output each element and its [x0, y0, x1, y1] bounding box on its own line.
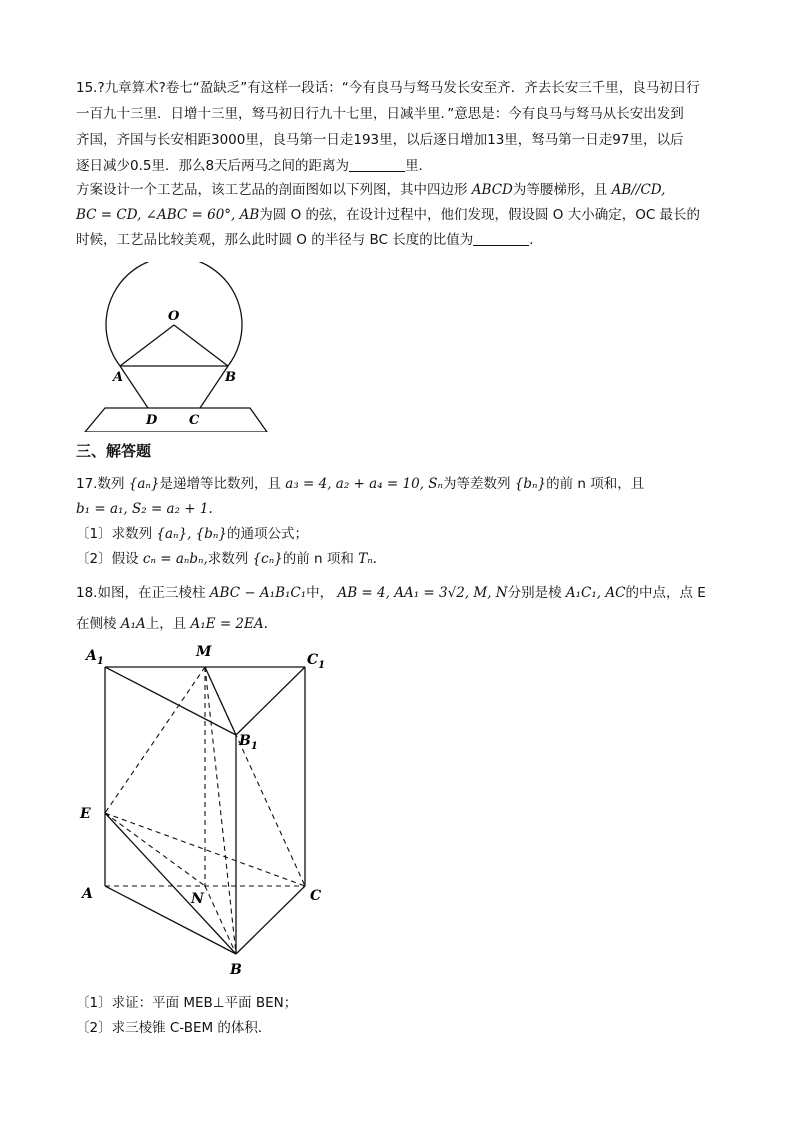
section-heading: 三、解答题: [76, 442, 152, 460]
edge-A1B1: [105, 667, 236, 735]
q18-line-2: 在侧棱 A₁A上，且 A₁E = 2EA.: [76, 616, 268, 632]
label-A1: $A_1$: [86, 648, 104, 667]
segment-ME-hidden: [105, 667, 205, 813]
segment-NB-hidden: [205, 886, 236, 954]
q17-line-2: b₁ = a₁, S₂ = a₂ + 1.: [76, 501, 213, 517]
label-C1: $C_1$: [307, 652, 326, 671]
label-O: O: [168, 309, 180, 324]
label-D: D: [146, 413, 158, 428]
label-B: B: [225, 370, 236, 385]
segment-OB: [174, 325, 228, 366]
label-B1: $B_1$: [239, 733, 258, 752]
q17-line-1: 17.数列 {aₙ}是递增等比数列，且 a₃ = 4, a₂ + a₄ = 10, Sₙ为等差数列 {bₙ}的前 n 项和，且: [76, 476, 645, 492]
segment-OA: [120, 325, 174, 366]
label-M: M: [196, 644, 212, 660]
figure-triangular-prism: [70, 640, 340, 980]
q17-part-2: 〔2〕假设 cₙ = aₙbₙ,求数列 {cₙ}的前 n 项和 Tₙ.: [76, 551, 377, 567]
q15-line-4: 逐日减少0.5里．那么8天后两马之间的距离为 里．: [76, 158, 433, 174]
label-C: C: [310, 888, 322, 904]
q15-line-2: 一百九十三里．日增十三里，驽马初日行九十七里，日减半里．”意思是：今有良马与驽马从长安出发到: [76, 106, 684, 122]
q18-part-1: 〔1〕求证：平面 MEB⊥平面 BEN；: [76, 995, 298, 1011]
edge-BC: [236, 886, 305, 954]
q18-part-2: 〔2〕求三棱锥 C-BEM 的体积．: [76, 1020, 272, 1036]
q18-line-1: 18.如图，在正三棱柱 ABC − A₁B₁C₁中， AB = 4, AA₁ = 3√2, M, N分别是棱 A₁C₁, AC的中点，点 E: [76, 585, 706, 601]
segment-MB-hidden: [205, 667, 236, 954]
edge-AB: [105, 886, 236, 954]
edge-B1C1: [236, 667, 305, 735]
label-E: E: [80, 806, 91, 822]
q16-line-1: 方案设计一个工艺品，该工艺品的剖面图如以下列图，其中四边形 ABCD为等腰梯形，且 AB//CD,: [76, 182, 666, 198]
segment-EN-hidden: [105, 813, 205, 886]
q15-line-3: 齐国，齐国与长安相距3000里，良马第一日走193里，以后逐日增加13里，驽马第一日走97里，以后: [76, 132, 684, 148]
label-A: A: [113, 370, 124, 385]
label-A: A: [82, 886, 93, 902]
segment-EB: [105, 813, 236, 954]
figure-circle-trapezoid: [70, 262, 280, 432]
label-N: N: [191, 891, 204, 907]
base-platform: [85, 408, 267, 432]
q17-part-1: 〔1〕求数列 {aₙ}, {bₙ}的通项公式；: [76, 526, 308, 542]
segment-BC: [200, 366, 228, 408]
label-C: C: [189, 413, 200, 428]
answer-blank[interactable]: [473, 231, 529, 246]
label-B: B: [230, 962, 242, 978]
q15-line-1: 15.?九章算术?卷七“盈缺乏”有这样一段话：“今有良马与驽马发长安至齐．齐去长安三千里，良马初日行: [76, 80, 700, 96]
q16-line-3: 时候，工艺品比较美观，那么此时圆 O 的半径与 BC 长度的比值为 .: [76, 232, 534, 248]
segment-AD: [120, 366, 148, 408]
answer-blank[interactable]: [349, 157, 405, 172]
q16-line-2: BC = CD, ∠ABC = 60°, AB为圆 O 的弦，在设计过程中，他们发现，假设圆 O 大小确定，OC 最长的: [76, 207, 701, 223]
segment-MC-hidden: [205, 667, 305, 886]
